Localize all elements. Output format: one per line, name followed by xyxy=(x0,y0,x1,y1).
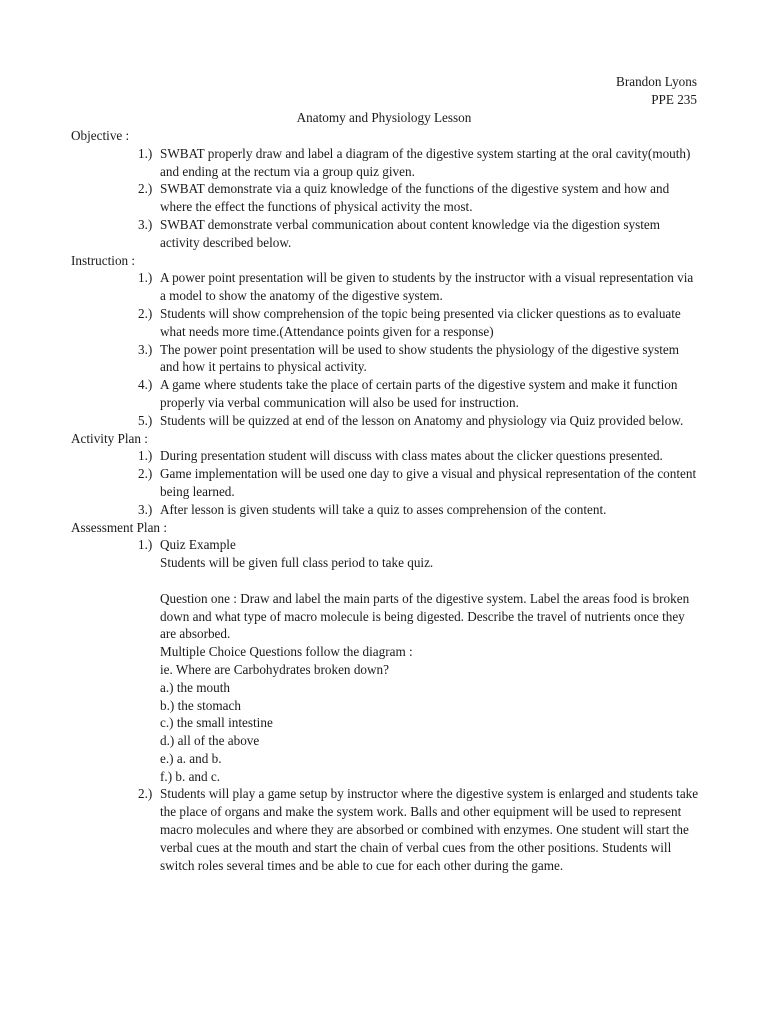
document-body xyxy=(71,127,701,874)
list-text: After lesson is given students will take a quiz to asses comprehension of the content. xyxy=(160,501,607,517)
quiz-option-e: e.) a. and b. xyxy=(160,750,222,766)
list-item xyxy=(71,376,701,412)
list-text: A game where students take the place of certain parts of the digestive system and make it function properly via verbal communication will also be used for instruction. xyxy=(160,377,678,410)
list-text: SWBAT demonstrate via a quiz knowledge of the functions of the digestive system and how and where the effect the functions of physical activity the most. xyxy=(160,181,670,215)
document-title: Anatomy and Physiology Lesson xyxy=(296,110,472,125)
quiz-option-b: b.) the stomach xyxy=(160,697,241,713)
list-text: Game implementation will be used one day to give a visual and physical representation of the content being learned. xyxy=(160,466,697,499)
quiz-option-d: d.) all of the above xyxy=(160,733,260,749)
document-header xyxy=(616,73,697,109)
list-number: 3.) xyxy=(138,341,153,357)
section-heading-activity-plan: Activity Plan : xyxy=(71,430,148,446)
quiz-question-one: Question one : Draw and label the main parts of the digestive system. Label the areas food is broken down and what type of macro molecule is being digested. Describe the travel of nutrients once they are absorbed. xyxy=(160,590,690,642)
list-item xyxy=(71,447,701,465)
list-number: 2.) xyxy=(138,466,153,482)
quiz-instructions: Students will be given full class period to take quiz. xyxy=(160,555,434,571)
author-name: Brandon Lyons xyxy=(616,74,697,89)
list-item xyxy=(71,145,701,181)
list-item xyxy=(71,412,701,430)
list-text: Students will play a game setup by instructor where the digestive system is enlarged and students take the place of organs and make the system work. Balls and other equipment will be used to represent macro molecules and where they are absorbed or combined with enzymes. One student will start the verbal cues at the mouth and start the chain of verbal cues from the other positions. Students will switch roles several times and be able to cue for each other during the game. xyxy=(160,786,699,873)
list-item xyxy=(71,501,701,519)
list-text: Students will show comprehension of the topic being presented via clicker questions as to evaluate what needs more time.(Attendance points given for a response) xyxy=(160,305,681,339)
list-item xyxy=(71,341,701,377)
quiz-mc-question: ie. Where are Carbohydrates broken down? xyxy=(160,661,389,677)
list-number: 2.) xyxy=(138,305,153,321)
list-number: 2.) xyxy=(138,181,153,197)
list-number: 5.) xyxy=(138,412,153,428)
list-item xyxy=(71,465,701,501)
list-item xyxy=(71,180,701,216)
list-text: During presentation student will discuss with class mates about the clicker questions presented. xyxy=(160,448,663,464)
list-item xyxy=(71,216,701,252)
quiz-option-c: c.) the small intestine xyxy=(160,715,273,731)
section-heading-assessment-plan: Assessment Plan : xyxy=(71,519,167,535)
list-number: 3.) xyxy=(138,216,153,232)
list-item xyxy=(71,269,701,305)
section-heading-instruction: Instruction : xyxy=(71,252,136,268)
list-item xyxy=(71,305,701,341)
list-number: 1.) xyxy=(138,448,153,464)
list-item xyxy=(71,536,701,554)
list-text: A power point presentation will be given to students by the instructor with a visual representation via a model to show the anatomy of the digestive system. xyxy=(160,270,694,304)
course-code: PPE 235 xyxy=(651,91,697,107)
list-text: SWBAT demonstrate verbal communication about content knowledge via the digestion system activity described below. xyxy=(160,216,661,250)
list-number: 4.) xyxy=(138,377,153,393)
quiz-option-a: a.) the mouth xyxy=(160,679,230,695)
list-text: The power point presentation will be used to show students the physiology of the digestive system and how it pertains to physical activity. xyxy=(160,341,680,375)
list-number: 3.) xyxy=(138,501,153,517)
list-number: 2.) xyxy=(138,786,153,802)
quiz-example-title: Quiz Example xyxy=(160,537,236,553)
quiz-mc-intro: Multiple Choice Questions follow the diagram : xyxy=(160,644,413,660)
list-number: 1.) xyxy=(138,537,153,553)
list-number: 1.) xyxy=(138,145,153,161)
list-text: SWBAT properly draw and label a diagram of the digestive system starting at the oral cavity(mouth) and ending at the rectum via a group quiz given. xyxy=(160,145,691,179)
list-item xyxy=(71,785,701,874)
section-heading-objective: Objective : xyxy=(71,128,130,143)
list-text: Students will be quizzed at end of the lesson on Anatomy and physiology via Quiz provided below. xyxy=(160,412,684,428)
list-number: 1.) xyxy=(138,270,153,286)
quiz-option-f: f.) b. and c. xyxy=(160,768,221,784)
